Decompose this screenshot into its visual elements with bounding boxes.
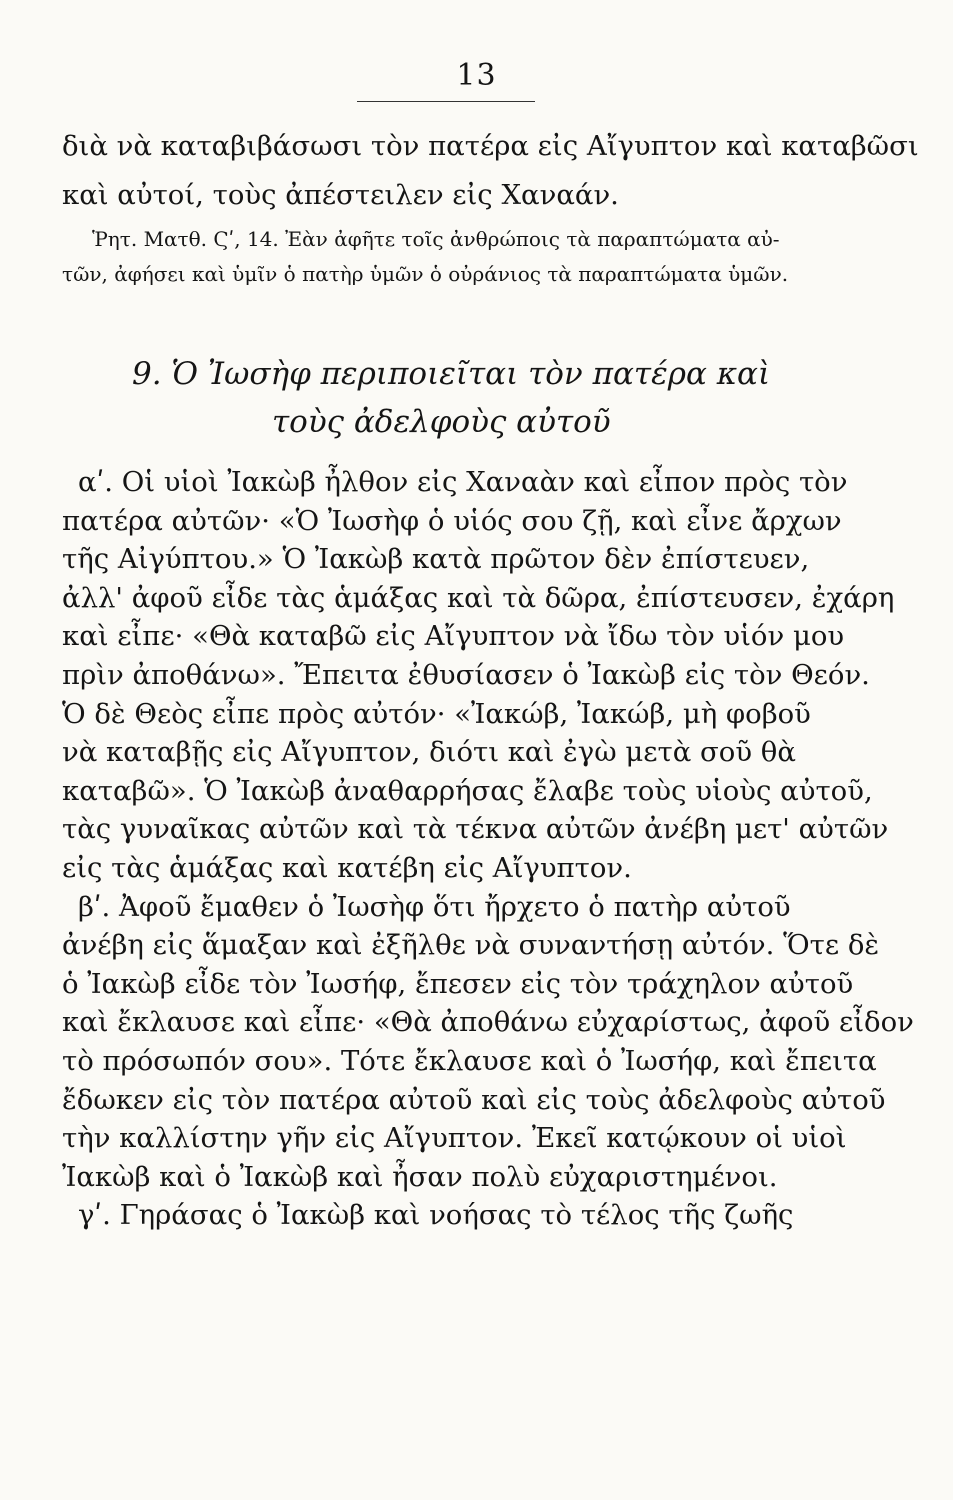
- citation-line: Ῥητ. Ματθ. Ϛʹ, 14. Ἐὰν ἀφῆτε τοῖς ἀνθρώποις τὰ παραπτώματα αὐ-: [92, 227, 780, 251]
- header-rule: [357, 101, 535, 102]
- heading-line: τοὺς ἀδελφοὺς αὐτοῦ: [272, 404, 611, 440]
- opening-paragraph: [62, 122, 919, 220]
- text-line: ἀνέβη εἰς ἅμαξαν καὶ ἐξῆλθε νὰ συναντήσῃ αὐτόν. Ὅτε δὲ: [62, 929, 880, 962]
- text-line: ἔδωκεν εἰς τὸν πατέρα αὐτοῦ καὶ εἰς τοὺς ἀδελφοὺς αὐτοῦ: [62, 1083, 886, 1116]
- text-line: ὁ Ἰακὼβ εἶδε τὸν Ἰωσήφ, ἔπεσεν εἰς τὸν τράχηλον αὐτοῦ: [62, 967, 854, 1000]
- text-line: καταβῶ». Ὁ Ἰακὼβ ἀναθαρρήσας ἔλαβε τοὺς υἱοὺς αὐτοῦ,: [62, 774, 873, 807]
- heading-line: 9. Ὁ Ἰωσὴφ περιποιεῖται τὸν πατέρα καὶ: [132, 356, 771, 392]
- text-line: τὴν καλλίστην γῆν εἰς Αἴγυπτον. Ἐκεῖ κατῴκουν οἱ υἱοὶ: [62, 1122, 847, 1155]
- text-line: πρὶν ἀποθάνω». Ἔπειτα ἐθυσίασεν ὁ Ἰακὼβ εἰς τὸν Θεόν.: [62, 658, 870, 691]
- section-heading: [62, 350, 852, 446]
- scripture-citation: [62, 222, 852, 292]
- text-line: τὰς γυναῖκας αὐτῶν καὶ τὰ τέκνα αὐτῶν ἀνέβη μετ' αὐτῶν: [62, 813, 889, 846]
- page-number: 13: [456, 58, 497, 93]
- text-line: τῆς Αἰγύπτου.» Ὁ Ἰακὼβ κατὰ πρῶτον δὲν ἐπίστευεν,: [62, 543, 810, 576]
- text-line: Ἰακὼβ καὶ ὁ Ἰακὼβ καὶ ἦσαν πολὺ εὐχαριστημένοι.: [62, 1160, 778, 1193]
- paragraph-alpha-line: αʹ. Οἱ υἱοὶ Ἰακὼβ ἦλθον εἰς Χαναὰν καὶ εἶπον πρὸς τὸν: [78, 466, 848, 498]
- text-line: πατέρα αὐτῶν· «Ὁ Ἰωσὴφ ὁ υἱός σου ζῇ, καὶ εἶνε ἄρχων: [62, 504, 842, 537]
- text-line: καὶ ἔκλαυσε καὶ εἶπε· «Θὰ ἀποθάνω εὐχαρίστως, ἀφοῦ εἶδον: [62, 1006, 914, 1039]
- text-line: διὰ νὰ καταβιβάσωσι τὸν πατέρα εἰς Αἴγυπτον καὶ καταβῶσι: [62, 130, 919, 162]
- paragraph-beta-line: βʹ. Ἀφοῦ ἔμαθεν ὁ Ἰωσὴφ ὅτι ἤρχετο ὁ πατὴρ αὐτοῦ: [78, 890, 791, 923]
- text-line: εἰς τὰς ἁμάξας καὶ κατέβη εἰς Αἴγυπτον.: [62, 851, 632, 884]
- body-text: [62, 463, 914, 1235]
- text-line: τὸ πρόσωπόν σου». Τότε ἔκλαυσε καὶ ὁ Ἰωσήφ, καὶ ἔπειτα: [62, 1044, 877, 1077]
- paragraph-gamma-line: γʹ. Γηράσας ὁ Ἰακὼβ καὶ νοήσας τὸ τέλος τῆς ζωῆς: [78, 1199, 794, 1232]
- text-line: καὶ αὐτοί, τοὺς ἀπέστειλεν εἰς Χαναάν.: [62, 179, 619, 211]
- text-line: Ὁ δὲ Θεὸς εἶπε πρὸς αὐτόν· «Ἰακώβ, Ἰακώβ, μὴ φοβοῦ: [62, 697, 811, 730]
- text-line: νὰ καταβῇς εἰς Αἴγυπτον, διότι καὶ ἐγὼ μετὰ σοῦ θὰ: [62, 736, 796, 769]
- citation-line: τῶν, ἀφήσει καὶ ὑμῖν ὁ πατὴρ ὑμῶν ὁ οὐράνιος τὰ παραπτώματα ὑμῶν.: [62, 262, 789, 286]
- text-line: ἀλλ' ἀφοῦ εἶδε τὰς ἁμάξας καὶ τὰ δῶρα, ἐπίστευσεν, ἐχάρη: [62, 581, 895, 614]
- text-line: καὶ εἶπε· «Θὰ καταβῶ εἰς Αἴγυπτον νὰ ἴδω τὸν υἱόν μου: [62, 620, 845, 653]
